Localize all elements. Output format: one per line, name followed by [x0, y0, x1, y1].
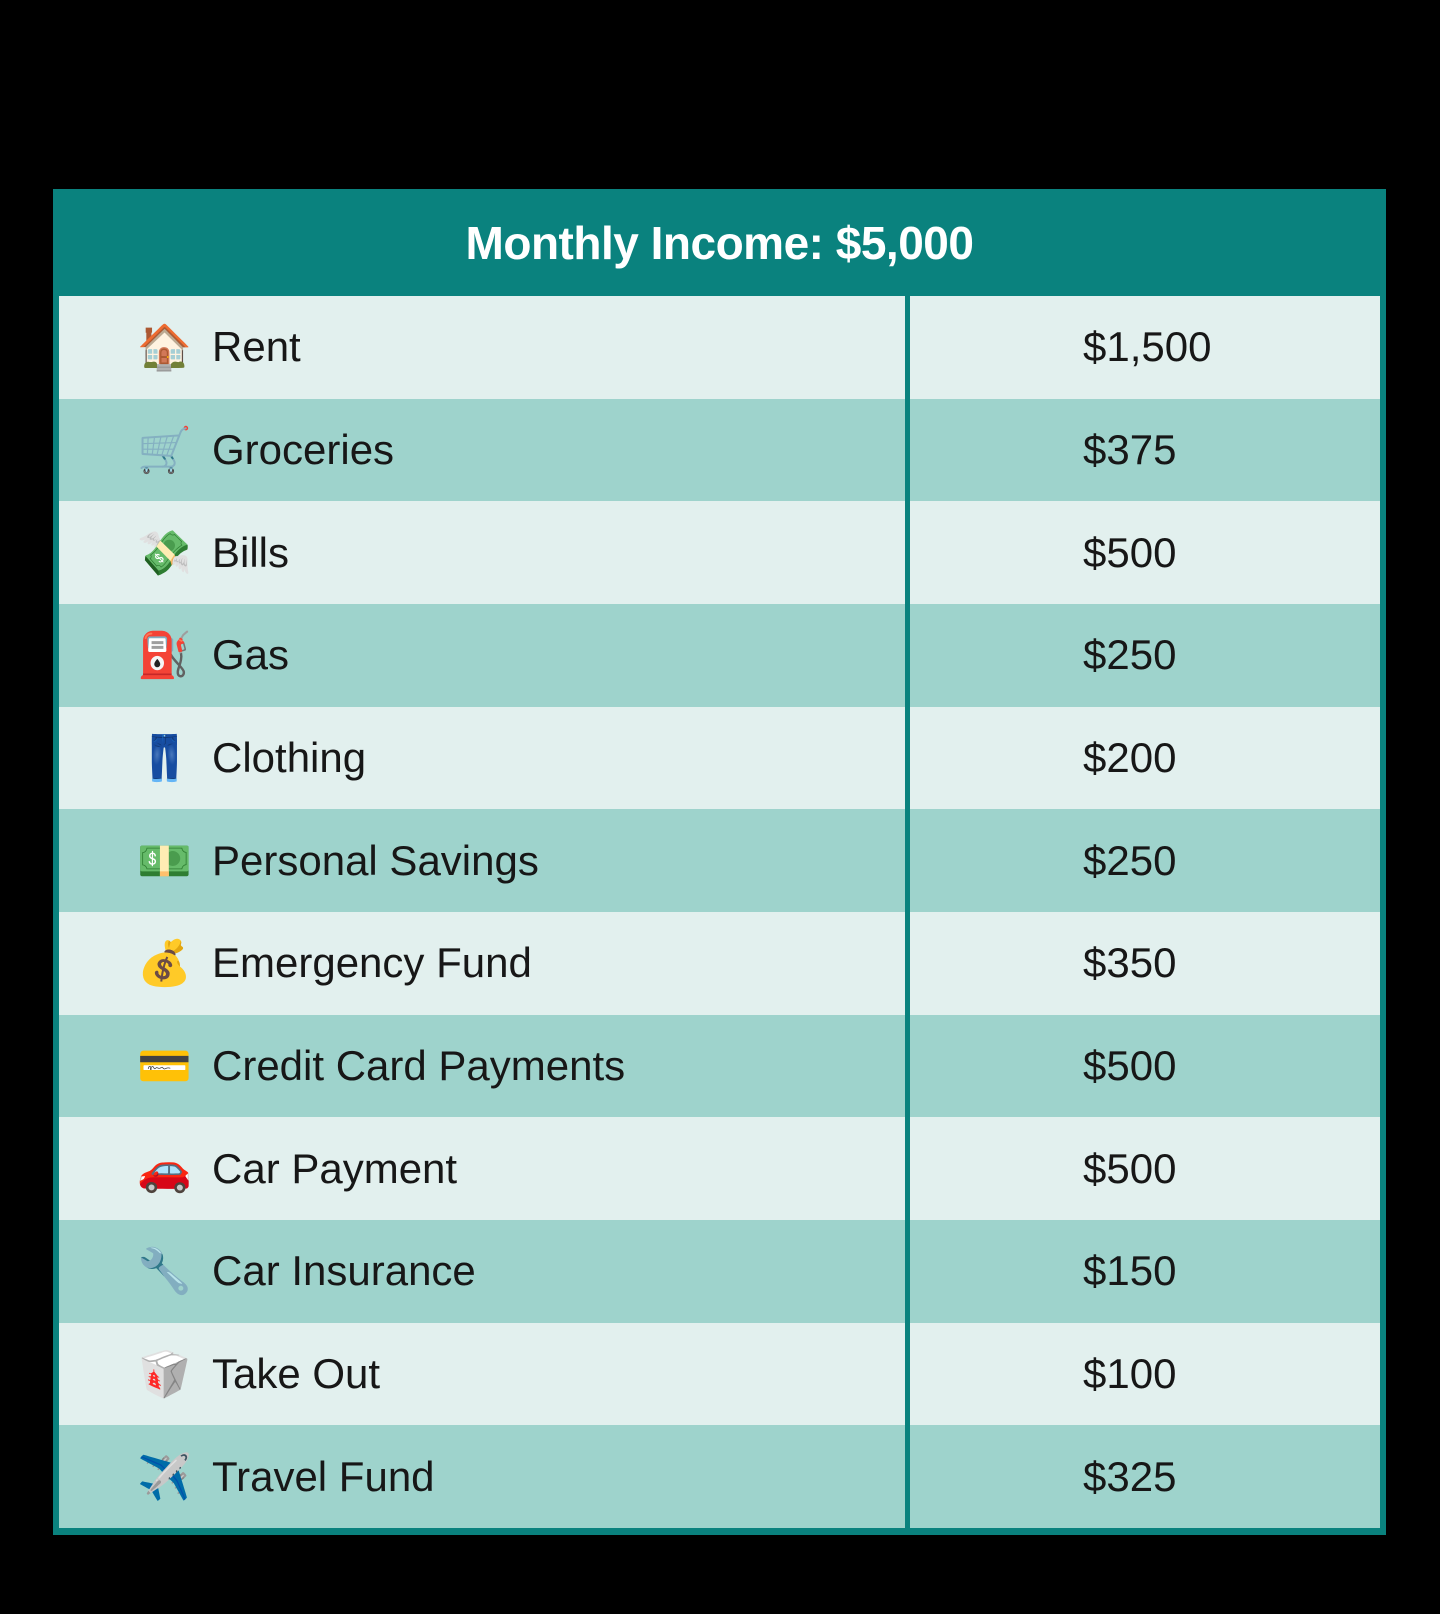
expense-amount: $150 [1083, 1247, 1177, 1295]
fuel-pump-icon: ⛽ [137, 631, 192, 681]
table-row [59, 296, 1380, 399]
airplane-icon: ✈️ [137, 1452, 192, 1502]
expense-label: Car Payment [212, 1144, 458, 1192]
expense-amount: $100 [1083, 1350, 1177, 1398]
table-rows [53, 296, 1386, 1535]
expense-label: Take Out [212, 1350, 381, 1398]
credit-card-icon: 💳 [137, 1042, 192, 1092]
jeans-icon: 👖 [137, 734, 192, 784]
expense-label: Personal Savings [212, 836, 539, 884]
table-title: Monthly Income: $5,000 [465, 216, 974, 269]
amount-cell [905, 1220, 1380, 1323]
expense-amount: $200 [1083, 734, 1177, 782]
expense-cell [59, 1117, 905, 1220]
expense-amount: $250 [1083, 836, 1177, 884]
amount-cell [905, 501, 1380, 604]
table-row [59, 604, 1380, 707]
expense-cell [59, 501, 905, 604]
expense-cell [59, 604, 905, 707]
dollar-banknote-icon: 💵 [137, 836, 192, 886]
expense-amount: $1,500 [1083, 323, 1212, 371]
expense-cell [59, 1015, 905, 1118]
expense-cell [59, 912, 905, 1015]
expense-label: Gas [212, 631, 290, 679]
amount-cell [905, 1015, 1380, 1118]
expense-cell [59, 1425, 905, 1528]
expense-label: Rent [212, 323, 301, 371]
car-icon: 🚗 [137, 1144, 192, 1194]
takeout-box-icon: 🥡 [137, 1350, 192, 1400]
expense-cell [59, 1323, 905, 1426]
expense-label: Groceries [212, 426, 395, 473]
table-row [59, 1220, 1380, 1323]
expense-amount: $325 [1083, 1452, 1177, 1500]
expense-amount: $500 [1083, 1042, 1177, 1090]
expense-amount: $350 [1083, 939, 1177, 987]
amount-cell [905, 809, 1380, 912]
expense-label: Credit Card Payments [212, 1042, 626, 1090]
amount-cell [905, 1425, 1380, 1528]
table-row [59, 1117, 1380, 1220]
amount-cell [905, 707, 1380, 810]
table-row [59, 399, 1380, 502]
expense-amount: $500 [1083, 528, 1177, 576]
expense-cell [59, 1220, 905, 1323]
expense-cell [59, 809, 905, 912]
table-row [59, 809, 1380, 912]
amount-cell [905, 1323, 1380, 1426]
expense-label: Emergency Fund [212, 939, 532, 987]
budget-table [53, 189, 1386, 1535]
table-row [59, 912, 1380, 1015]
money-bag-icon: 💰 [137, 939, 192, 989]
wrench-icon: 🔧 [137, 1247, 192, 1297]
expense-amount: $375 [1083, 426, 1177, 473]
table-row [59, 707, 1380, 810]
amount-cell [905, 399, 1380, 502]
table-row [59, 1323, 1380, 1426]
table-row [59, 1425, 1380, 1528]
expense-cell [59, 707, 905, 810]
amount-cell [905, 296, 1380, 399]
table-header [53, 189, 1386, 296]
expense-amount: $500 [1083, 1144, 1177, 1192]
expense-label: Bills [212, 528, 290, 576]
table-row [59, 1015, 1380, 1118]
amount-cell [905, 1117, 1380, 1220]
shopping-cart-icon: 🛒 [137, 426, 192, 475]
expense-cell [59, 399, 905, 502]
amount-cell [905, 912, 1380, 1015]
expense-label: Travel Fund [212, 1452, 435, 1500]
expense-cell [59, 296, 905, 399]
money-with-wings-icon: 💸 [137, 528, 192, 578]
expense-label: Clothing [212, 734, 367, 782]
house-icon: 🏠 [137, 323, 192, 373]
amount-cell [905, 604, 1380, 707]
table-row [59, 501, 1380, 604]
expense-label: Car Insurance [212, 1247, 476, 1295]
expense-amount: $250 [1083, 631, 1177, 679]
